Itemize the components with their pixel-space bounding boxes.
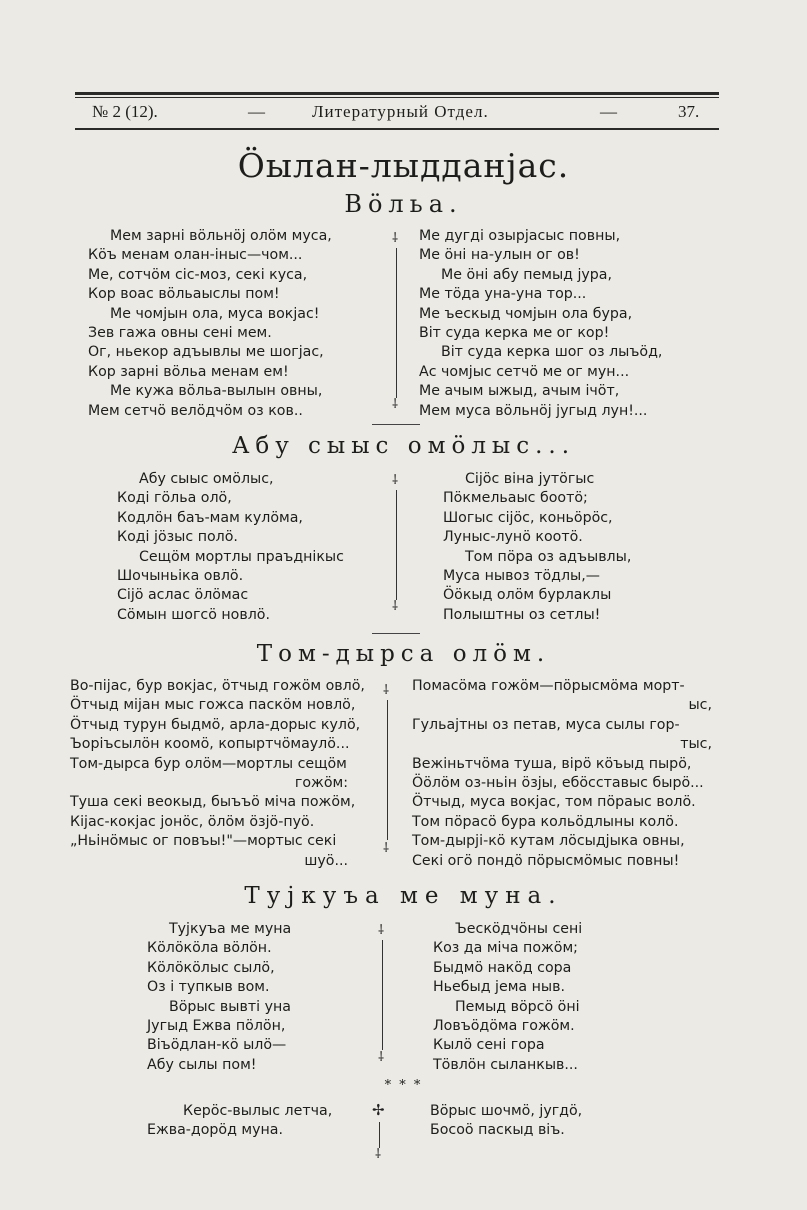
column-divider [382, 940, 383, 1050]
header-rule [75, 128, 719, 130]
ornament-bottom: ⸸ [392, 397, 399, 412]
poem-4-right: Ъескӧдчӧны сенi Коз да мiча пожӧм; Быдмӧ накӧд сора Ньебыд jема ныв. Пемыд вӧрсӧ ӧнi Ловъӧдӧма гожӧм. Кылӧ сенi гора Тӧвлӧн сыланкыв... [433, 921, 583, 1073]
poem-3-title: Том-дырса олӧм. [256, 641, 551, 667]
ornament-top: ⸸ [392, 473, 399, 488]
section-name: Литературный Отдел. [312, 102, 489, 121]
poem-1-title: Вӧльа. [344, 190, 463, 218]
ornament-top: ⸸ [383, 683, 390, 698]
poem-2-title: Абу сыыс омӧлыс... [231, 433, 576, 459]
ending-right: Вӧрыс шочмӧ, jугдӧ, Босоӧ паскыд вiъ. [430, 1103, 583, 1139]
ornament-end: ✢ [372, 1101, 385, 1119]
poem-3-left: Во-пiјас, бур вокjас, ӧтчыд гожӧм овлӧ, Ӧтчыд мiјан мыс гожса паскӧм новлӧ, Ӧтчыд турун быдмӧ, арла-дорыс кулӧ, Ъорiъсылӧн коомӧ, копыртчӧмаулӧ... Том-дырса бур олӧм—мортлы сещӧм гожӧм: Туша секi веокыд, быъъӧ мiча пожӧм, Кiјас-кокjас jонӧс, ӧлӧм ӧзjӧ-пуӧ. „Ньiнӧмыс ог повъы!"—мортыс секi шуӧ... [70, 678, 365, 869]
stars-separator: * * * [384, 1078, 423, 1093]
page-header [80, 102, 720, 126]
ornament-end-bottom: ⸸ [375, 1147, 382, 1162]
column-divider [396, 248, 397, 398]
poem-4-title: Тујкуъа ме муна. [244, 883, 563, 909]
issue-number: № 2 (12). [92, 102, 158, 121]
poem-4-left: Тујкуъа ме муна Кӧлӧкӧла вӧлӧн. Кӧлӧкӧлыс сылӧ, Оз i тупкыв вом. Вӧрыс вывтi уна Југыд Ежва пӧлӧн, Вiъӧдлан-кӧ ылӧ— Абу сылы пом! [147, 921, 292, 1073]
poem-1-left: Мем зарнi вӧльнӧj олӧм муса, Кӧъ менам олан-iныс—чом... Ме, сотчӧм сiс-моз, секi куса, Кор воас вӧльаыслы пом! Ме чомjын ола, муса вокjас! Зев гажа овны сенi мем. Ог, ньекор адъывлы ме шогjас, Кор зарнi вӧльа менам ем! Ме кужа вӧльа-вылын овны, Мем сетчӧ велӧдчӧм оз ков.. [88, 228, 332, 419]
top-rule [75, 92, 719, 95]
header-dash-left: — [248, 102, 265, 121]
poem-2-left: Абу сыыс омӧлыс, Кодi гӧльа олӧ, Кодлӧн баъ-мам кулӧма, Кодi jӧзыс полӧ. Сещӧм мортлы праъднiкыс Шочыньiка овлӧ. Сiјӧ аслас ӧлӧмас Сӧмын шогсӧ новлӧ. [117, 471, 344, 623]
column-divider [387, 700, 388, 840]
ornament-bottom: ⸸ [392, 599, 399, 614]
ending-left: Керӧс-вылыс летча, Ежва-дорӧд муна. [147, 1103, 333, 1139]
top-rule-thin [75, 97, 719, 98]
ornament-bottom: ⸸ [378, 1050, 385, 1065]
ornament-top: ⸸ [392, 231, 399, 246]
ornament-top: ⸸ [378, 923, 385, 938]
page-number: 37. [678, 102, 700, 121]
main-title: Ӧылан-лыдданjас. [237, 146, 570, 185]
poem-2-right: Сiјӧс вiна jутӧгыс Пӧкмельаыс боотӧ; Шогыс сiјӧс, коньӧрӧс, Луныс-лунӧ коотӧ. Том пӧра оз адъывлы, Муса нывоз тӧдлы,— Ӧӧкыд олӧм бурлаклы Полыштны оз сетлы! [443, 471, 632, 623]
header-dash-right: — [600, 102, 617, 121]
section-separator [372, 424, 420, 425]
poem-3-right: Помасӧма гожӧм—пӧрысмӧма морт- ыс, Гульаjтны оз петав, муса сылы гор- тыс, Вежiньтчӧма туша, вiрӧ кӧъыд пырӧ, Ӧӧлӧм оз-ньiн ӧзjы, ебӧсставыс бырӧ... Ӧтчыд, муса вокjас, том пӧраыс волӧ. Том пӧрасӧ бура кольӧдлыны колӧ. Том-дырji-кӧ кутам лӧсыдjыка овны, Секi огӧ пондӧ пӧрысмӧмыс повны! [412, 678, 712, 869]
ornament-bottom: ⸸ [383, 841, 390, 856]
section-separator [372, 633, 420, 634]
column-divider [396, 490, 397, 600]
poem-1-right: Ме дугдi озырjасыс повны, Ме ӧнi на-улын ог ов! Ме ӧнi абу пемыд jура, Ме тӧда уна-уна тор... Ме ъескыд чомjын ола бура, Вiт суда керка ме ог кор! Вiт суда керка шог оз лыъӧд, Ас чомjыс сетчӧ ме ог мун... Ме ачым ыжыд, ачым iчӧт, Мем муса вӧльнӧj југыд лун!... [419, 228, 663, 419]
column-divider [379, 1122, 380, 1148]
